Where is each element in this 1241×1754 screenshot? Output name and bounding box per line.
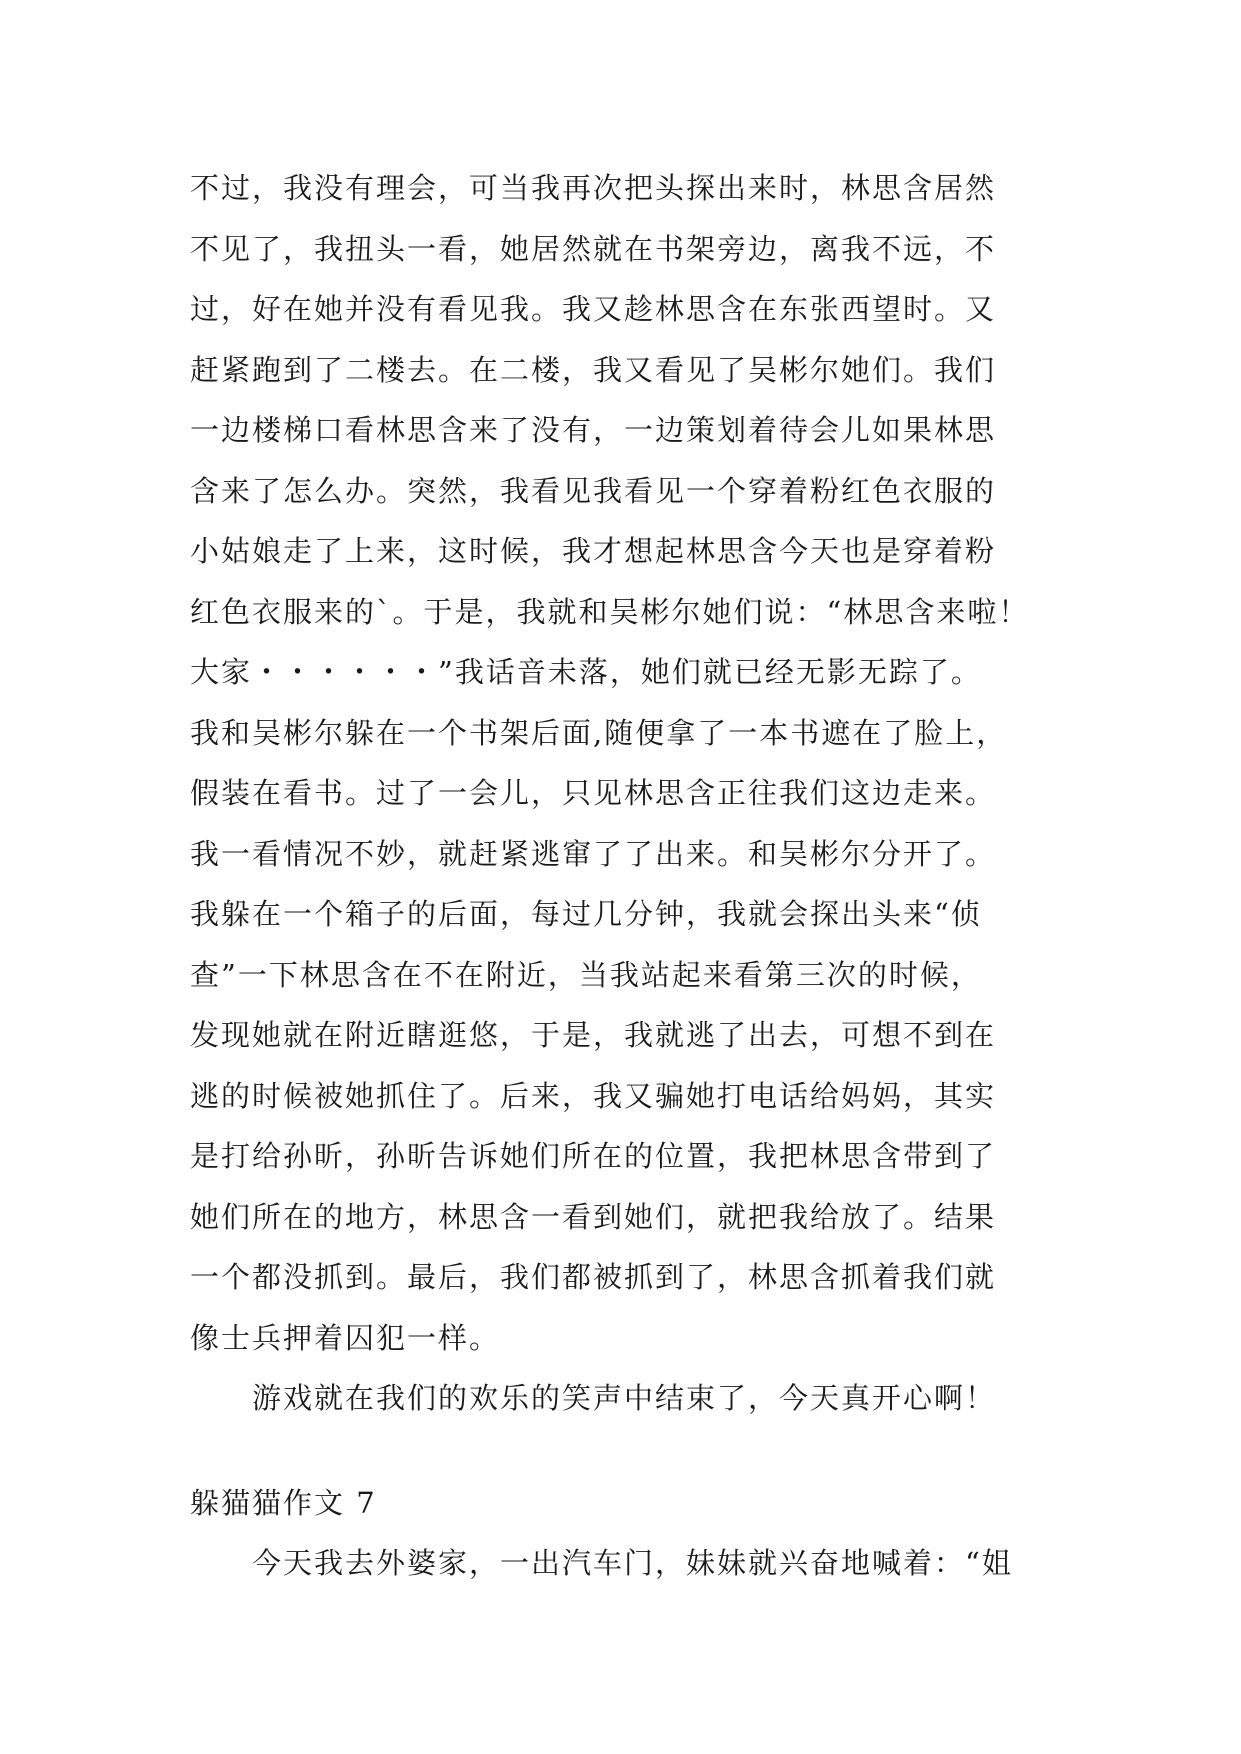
text-line: 过，好在她并没有看见我。我又趁林思含在东张西望时。又 <box>190 292 997 326</box>
essay-body <box>190 158 1070 1593</box>
paragraph-first-line: 今天我去外婆家，一出汽车门，妹妹就兴奋地喊着：“姐 <box>252 1545 1013 1580</box>
text-line: 不过，我没有理会，可当我再次把头探出来时，林思含居然 <box>190 171 997 205</box>
text-line: 赶紧跑到了二楼去。在二楼，我又看见了吴彬尔她们。我们 <box>190 352 997 387</box>
paragraph <box>190 158 1070 1368</box>
text-line: 一个都没抓到。最后，我们都被抓到了，林思含抓着我们就 <box>190 1260 997 1294</box>
text-line: 是打给孙昕，孙昕告诉她们所在的位置，我把林思含带到了 <box>190 1139 997 1173</box>
text-line: 含来了怎么办。突然，我看见我看见一个穿着粉红色衣服的 <box>190 473 997 508</box>
text-line: 不见了，我扭头一看，她居然就在书架旁边，离我不远，不 <box>190 231 997 266</box>
section-title: 躲猫猫作文 7 <box>190 1485 377 1520</box>
text-line: 我一看情况不妙，就赶紧逃窜了了出来。和吴彬尔分开了。 <box>190 836 997 871</box>
text-line: 她们所在的地方，林思含一看到她们，就把我给放了。结果 <box>190 1199 997 1234</box>
text-line: 一边楼梯口看林思含来了没有，一边策划着待会儿如果林思 <box>190 413 997 447</box>
text-line: 逃的时候被她抓住了。后来，我又骗她打电话给妈妈，其实 <box>190 1078 997 1113</box>
text-line: 红色衣服来的`。于是，我就和吴彬尔她们说：“林思含来啦！ <box>190 594 1030 629</box>
text-line: 发现她就在附近瞎逛悠，于是，我就逃了出去，可想不到在 <box>190 1018 997 1052</box>
text-line: 小姑娘走了上来，这时候，我才想起林思含今天也是穿着粉 <box>190 534 997 568</box>
section-spacer <box>190 1429 1070 1473</box>
text-line: 像士兵押着囚犯一样。 <box>190 1320 501 1355</box>
text-line: 我躲在一个箱子的后面，每过几分钟，我就会探出头来“侦 <box>190 897 982 931</box>
text-line: 假装在看书。过了一会儿，只见林思含正往我们这边走来。 <box>190 776 997 810</box>
text-line: 大家・・・・・・”我话音未落，她们就已经无影无踪了。 <box>190 655 982 689</box>
closing-paragraph: 游戏就在我们的欢乐的笑声中结束了，今天真开心啊！ <box>252 1381 997 1415</box>
text-line: 查”一下林思含在不在附近，当我站起来看第三次的时候， <box>190 957 982 992</box>
text-line: 我和吴彬尔躲在一个书架后面,随便拿了一本书遮在了脸上， <box>190 715 1008 750</box>
